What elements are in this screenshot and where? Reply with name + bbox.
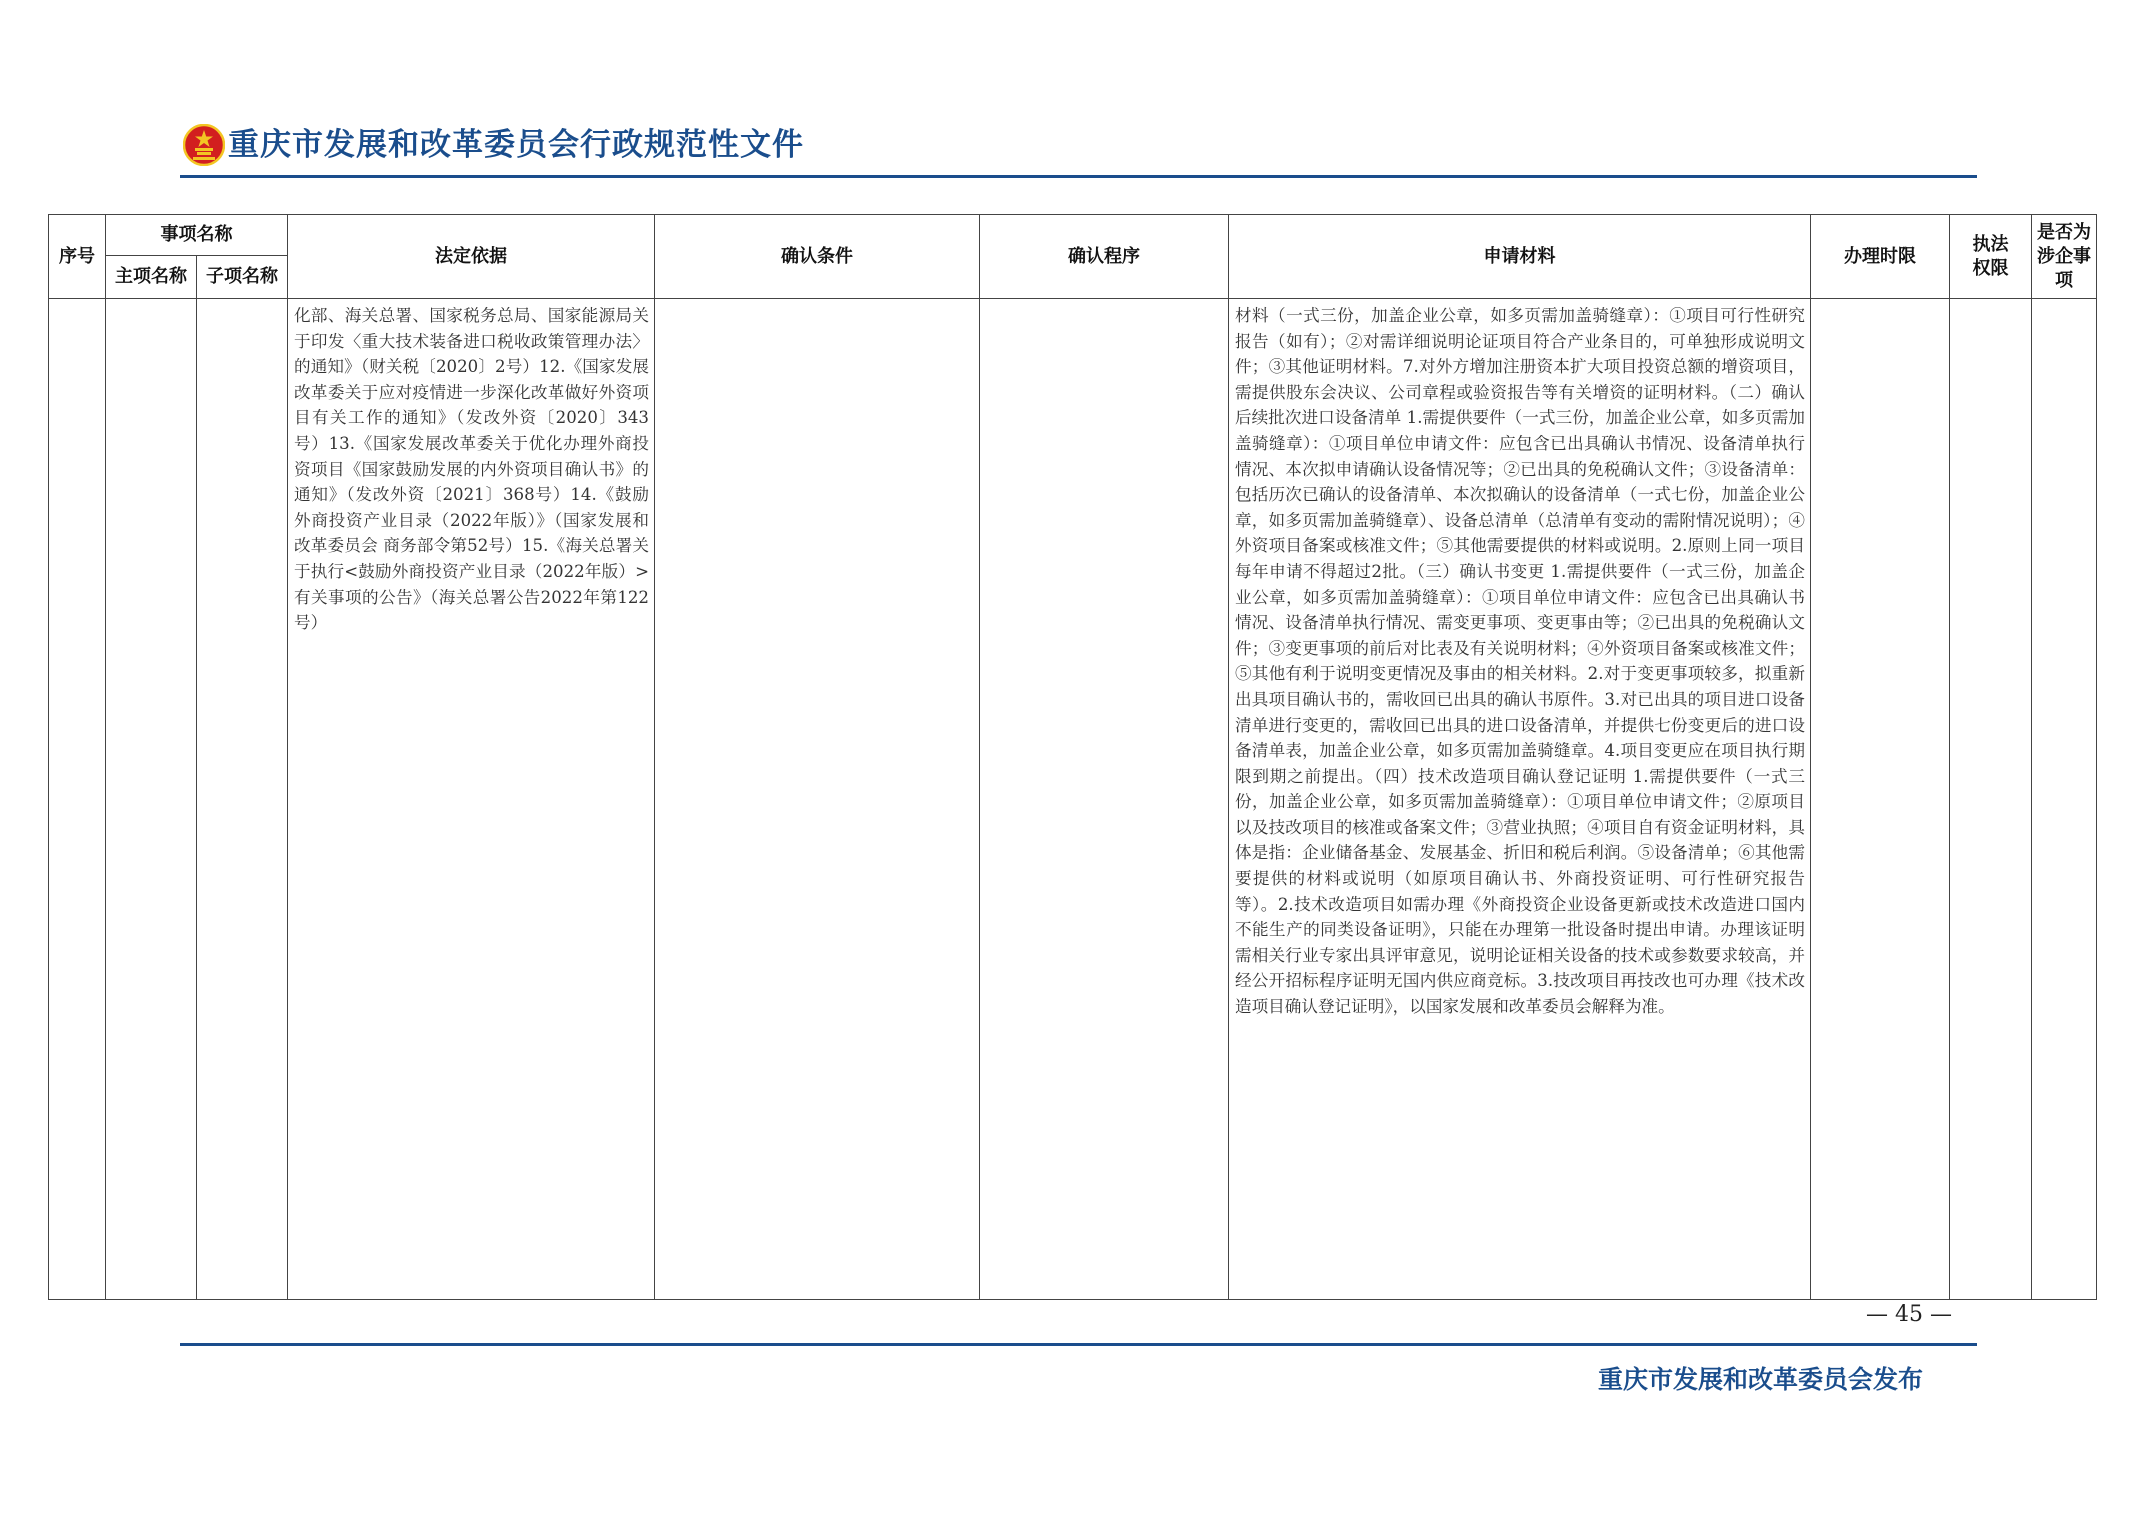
footer-divider	[180, 1343, 1977, 1346]
cell-involves-enterprise-text	[2032, 299, 2096, 303]
col-header-sub-item-name: 子项名称	[197, 256, 288, 299]
col-header-item-name-group: 事项名称	[106, 215, 288, 256]
table-row	[49, 299, 2097, 1300]
cell-processing-time-text	[1811, 299, 1949, 303]
items-table	[48, 214, 2097, 1300]
page-number: — 45 —	[1866, 1302, 1952, 1327]
col-header-confirmation-conditions: 确认条件	[655, 215, 980, 299]
cell-involves-enterprise	[2032, 299, 2097, 1300]
cell-legal-basis	[288, 299, 655, 1300]
cell-enforcement-authority	[1950, 299, 2032, 1300]
cell-serial-text	[49, 299, 105, 303]
cell-confirmation-procedure	[980, 299, 1229, 1300]
header-divider	[180, 175, 1977, 178]
col-header-confirmation-procedure: 确认程序	[980, 215, 1229, 299]
header-title: 重庆市发展和改革委员会行政规范性文件	[228, 127, 804, 163]
footer-publisher: 重庆市发展和改革委员会发布	[1598, 1365, 1924, 1394]
cell-main-item-name-text	[106, 299, 196, 303]
cell-sub-item-name	[197, 299, 288, 1300]
col-header-processing-time: 办理时限	[1811, 215, 1950, 299]
col-header-enforcement-authority: 执法 权限	[1950, 215, 2032, 299]
col-header-involves-enterprise: 是否为 涉企事 项	[2032, 215, 2097, 299]
col-header-application-materials: 申请材料	[1229, 215, 1811, 299]
cell-serial	[49, 299, 106, 1300]
col-header-main-item-name: 主项名称	[106, 256, 197, 299]
cell-processing-time	[1811, 299, 1950, 1300]
cell-enforcement-authority-text	[1950, 299, 2031, 303]
national-emblem-icon	[183, 124, 225, 166]
col-header-legal-basis: 法定依据	[288, 215, 655, 299]
cell-confirmation-conditions-text	[655, 299, 979, 303]
cell-confirmation-procedure-text	[980, 299, 1228, 303]
col-header-serial: 序号	[49, 215, 106, 299]
application-materials-text: 材料（一式三份，加盖企业公章，如多页需加盖骑缝章）：①项目可行性研究报告（如有）；②对需详细说明论证项目符合产业条目的，可单独形成说明文件；③其他证明材料。7.对外方增加注册资本扩大项目投资总额的增资项目，需提供股东会决议、公司章程或验资报告等有关增资的证明材料。（二）确认后续批次进口设备清单 1.需提供要件（一式三份，加盖企业公章，如多页需加盖骑缝章）：①项目单位申请文件：应包含已出具确认书情况、设备清单执行情况、本次拟申请确认设备情况等；②已出具的免税确认文件；③设备清单：包括历次已确认的设备清单、本次拟确认的设备清单（一式七份，加盖企业公章，如多页需加盖骑缝章）、设备总清单（总清单有变动的需附情况说明）；④外资项目备案或核准文件；⑤其他需要提供的材料或说明。2.原则上同一项目每年申请不得超过2批。（三）确认书变更 1.需提供要件（一式三份，加盖企业公章，如多页需加盖骑缝章）：①项目单位申请文件：应包含已出具确认书情况、设备清单执行情况、需变更事项、变更事由等；②已出具的免税确认文件；③变更事项的前后对比表及有关说明材料；④外资项目备案或核准文件；⑤其他有利于说明变更情况及事由的相关材料。2.对于变更事项较多，拟重新出具项目确认书的，需收回已出具的确认书原件。3.对已出具的项目进口设备清单进行变更的，需收回已出具的进口设备清单，并提供七份变更后的进口设备清单表，加盖企业公章，如多页需加盖骑缝章。4.项目变更应在项目执行期限到期之前提出。（四）技术改造项目确认登记证明 1.需提供要件（一式三份，加盖企业公章，如多页需加盖骑缝章）：①项目单位申请文件；②原项目以及技改项目的核准或备案文件；③营业执照；④项目自有资金证明材料，具体是指：企业储备基金、发展基金、折旧和税后利润。⑤设备清单；⑥其他需要提供的材料或说明（如原项目确认书、外商投资证明、可行性研究报告等）。2.技术改造项目如需办理《外商投资企业设备更新或技术改造进口国内不能生产的同类设备证明》，只能在办理第一批设备时提出申请。办理该证明需相关行业专家出具评审意见，说明论证相关设备的技术或参数要求较高，并经公开招标程序证明无国内供应商竞标。3.技改项目再技改也可办理《技术改造项目确认登记证明》，以国家发展和改革委员会解释为准。	[1235, 306, 1805, 1017]
legal-basis-text: 化部、海关总署、国家税务总局、国家能源局关于印发〈重大技术装备进口税收政策管理办法〉的通知》（财关税〔2020〕2号）12.《国家发展改革委关于应对疫情进一步深化改革做好外资项目有关工作的通知》（发改外资〔2020〕343号）13.《国家发展改革委关于优化办理外商投资项目《国家鼓励发展的内外资项目确认书》的通知》（发改外资〔2021〕368号）14.《鼓励外商投资产业目录（2022年版）》（国家发展和改革委员会 商务部令第52号）15.《海关总署关于执行<鼓励外商投资产业目录（2022年版）>有关事项的公告》（海关总署公告2022年第122号）	[294, 306, 649, 633]
cell-sub-item-name-text	[197, 299, 287, 303]
cell-confirmation-conditions	[655, 299, 980, 1300]
cell-main-item-name	[106, 299, 197, 1300]
cell-application-materials	[1229, 299, 1811, 1300]
